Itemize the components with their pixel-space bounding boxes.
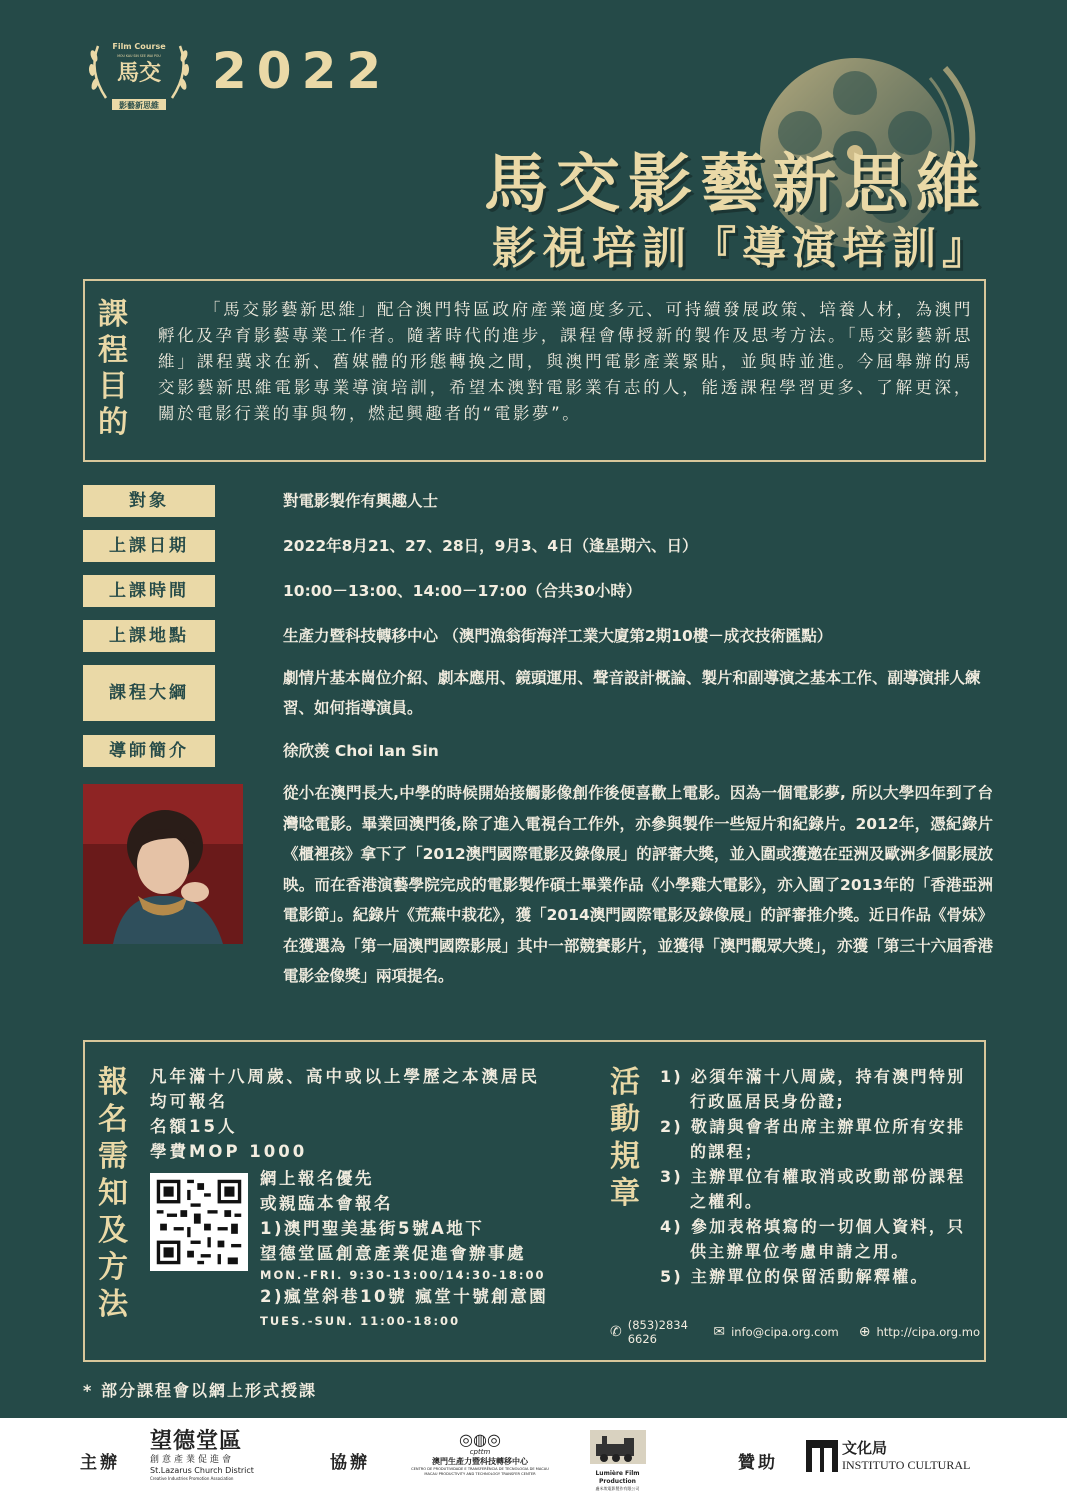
phone-icon: ✆	[610, 1324, 622, 1340]
ic-en: INSTITUTO CULTURAL	[842, 1458, 971, 1472]
ic-name: 文化局	[842, 1439, 888, 1457]
train-icon	[588, 1428, 648, 1466]
outline-value: 劇情片基本崗位介紹、劇本應用、鏡頭運用、聲音設計概論、製片和副導演之基本工作、副導演排人練習、如何指導演員。	[283, 669, 981, 717]
svg-text:Film Course: Film Course	[112, 42, 166, 51]
co-organizer-label: 協辦	[330, 1453, 370, 1473]
sub-title: 影視培訓『導演培訓』	[492, 223, 992, 274]
hours-2: TUES.-SUN. 11:00-18:00	[260, 1314, 461, 1328]
address-2: 2)瘋堂斜巷10號 瘋堂十號創意園	[260, 1287, 549, 1306]
phone-number[interactable]: (853)2834 6626	[627, 1318, 688, 1346]
tutor-photo	[83, 784, 243, 944]
organizer-en2: Creative Industries Promotion Association	[150, 1476, 234, 1481]
date-value: 2022年8月21、27、28日，9月3、4日（逢星期六、日）	[283, 537, 698, 555]
outline-label: 課程大綱	[83, 665, 215, 721]
organizer-en: St.Lazarus Church District	[150, 1466, 254, 1475]
tutor-name: 徐欣羡 Choi Ian Sin	[283, 742, 439, 760]
organizer-name: 望德堂區	[150, 1429, 243, 1454]
film-course-logo	[84, 36, 194, 116]
registration-methods	[260, 1166, 580, 1330]
website-link[interactable]: http://cipa.org.mo	[876, 1325, 980, 1339]
svg-text:MOU KAU SIN SEE WAI POU: MOU KAU SIN SEE WAI POU	[117, 54, 161, 58]
organizer-logo	[150, 1430, 260, 1482]
eligibility-line: 凡年滿十八周歲、高中或以上學歷之本澳居民	[150, 1067, 540, 1086]
rules-list	[660, 1064, 980, 1289]
online-priority: 網上報名優先	[260, 1169, 374, 1188]
eligibility-line-2: 均可報名	[150, 1092, 228, 1111]
cpttm-name: 澳門生產力暨科技轉移中心	[432, 1457, 528, 1466]
email-link[interactable]: info@cipa.org.com	[731, 1325, 839, 1339]
time-label: 上課時間	[83, 575, 215, 607]
organizer-sub: 創意產業促進會	[150, 1455, 235, 1465]
venue-value: 生產力暨科技轉移中心 （澳門漁翁街海洋工業大廈第2期10樓－成衣技術匯點）	[283, 627, 833, 645]
svg-text:影藝新思維: 影藝新思維	[119, 101, 159, 110]
lumiere-name: Lumière Film Production	[595, 1470, 640, 1485]
contact-bar	[610, 1318, 980, 1346]
rule-item: 5) 主辦單位的保留活動解釋權。	[660, 1267, 929, 1286]
ic-logo	[806, 1440, 996, 1474]
time-value: 10:00－13:00、14:00－17:00（合共30小時）	[283, 582, 642, 600]
tutor-bio: 從小在澳門長大,中學的時候開始接觸影像創作後便喜歡上電影。因為一個電影夢, 所以大學四年到了台灣唸電影。畢業回澳門後,除了進入電視台工作外，亦參與製作一些短片和紀錄片。2012年，憑紀錄片《櫃裡孩》拿下了「2012澳門國際電影及錄像展」的評審大獎，並入圍或獲邀在亞洲及歐洲多個影展放映。而在香港演藝學院完成的電影製作碩士畢業作品《小學雞大電影》，亦入圍了2013年的「香港亞洲電影節」。紀錄片《荒蕪中栽花》，獲「2014澳門國際電影及錄像展」的評審推介獎。近日作品《骨妹》在獲選為「第一屆澳門國際影展」其中一部競賽影片，並獲得「澳門觀眾大獎」，亦獲「第三十六屆香港電影金像獎」兩項提名。	[283, 784, 993, 985]
target-label: 對象	[83, 485, 215, 517]
rule-item: 2) 敬請與會者出席主辦單位所有安排的課程；	[660, 1117, 966, 1161]
address-1: 1)澳門聖美基街5號A地下	[260, 1219, 485, 1238]
cpttm-tiny: cpttm	[469, 1448, 491, 1456]
sponsor-label: 贊助	[738, 1453, 778, 1473]
venue-label: 上課地點	[83, 620, 215, 652]
email-icon: ✉	[713, 1324, 726, 1340]
lumiere-logo	[580, 1428, 655, 1492]
in-person: 或親臨本會報名	[260, 1194, 393, 1213]
cpttm-en: MACAU PRODUCTIVITY AND TECHNOLOGY TRANSFER CENTER	[424, 1472, 536, 1476]
registration-info	[150, 1064, 590, 1164]
cpttm-logo	[395, 1432, 565, 1477]
rule-item: 3) 主辦單位有權取消或改動部份課程之權利。	[660, 1167, 966, 1211]
svg-text:馬交: 馬交	[116, 61, 162, 86]
online-note: * 部分課程會以網上形式授課	[83, 1381, 317, 1400]
rules-label: 活動規章	[610, 1065, 640, 1211]
year-heading: 2022	[212, 42, 392, 100]
purpose-label: 課程目的	[98, 297, 128, 440]
lumiere-sub: 盧米埃電影製作有限公司	[595, 1486, 640, 1491]
hours-1: MON.-FRI. 9:30-13:00/14:30-18:00	[260, 1268, 546, 1282]
target-value: 對電影製作有興趣人士	[283, 492, 439, 510]
fee-line: 學費MOP 1000	[150, 1142, 308, 1161]
ic-icon	[806, 1440, 838, 1472]
purpose-text: 「馬交影藝新思維」配合澳門特區政府產業適度多元、可持續發展政策、培養人材，為澳門孵化及孕育影藝專業工作者。隨著時代的進步，課程會傳授新的製作及思考方法。「馬交影藝新思維」課程冀求在新、舊媒體的形態轉換之間，與澳門電影產業緊貼，並與時並進。今屆舉辦的馬交影藝新思維電影專業導演培訓，希望本澳對電影業有志的人，能透課程學習更多、了解更深，關於電影行業的事與物，燃起興趣者的“電影夢”。	[158, 300, 973, 423]
date-label: 上課日期	[83, 530, 215, 562]
globe-icon: ⊕	[858, 1324, 871, 1340]
rule-item: 4) 參加表格填寫的一切個人資料，只供主辦單位考慮申請之用。	[660, 1217, 966, 1261]
registration-label: 報名需知及方法	[98, 1065, 128, 1322]
rule-item: 1) 必須年滿十八周歲，持有澳門特別行政區居民身份證;	[660, 1067, 966, 1111]
tutor-label: 導師簡介	[83, 735, 215, 767]
organizer-label: 主辦	[80, 1453, 120, 1473]
address-1-office: 望德堂區創意產業促進會辦事處	[260, 1244, 526, 1263]
cpttm-pt: CENTRO DE PRODUTIVIDADE E TRANSFERÊNCIA DE TECNOLOGIA DE MACAU	[411, 1467, 549, 1471]
quota-line: 名額15人	[150, 1117, 238, 1136]
qr-code[interactable]	[150, 1173, 248, 1271]
cpttm-icon: ◎◍◎	[459, 1430, 501, 1449]
main-title: 馬交影藝新思維	[484, 148, 988, 222]
